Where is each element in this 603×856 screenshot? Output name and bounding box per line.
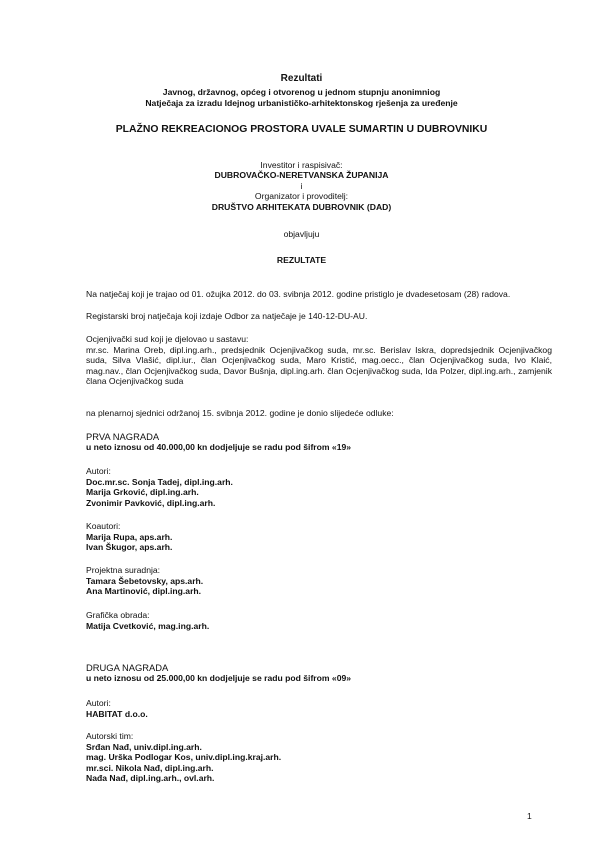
list-item: Srđan Nađ, univ.dipl.ing.arh. [86,742,202,752]
investor-name: DUBROVAČKO-NERETVANSKA ŽUPANIJA [214,170,389,180]
list-item: Ivan Škugor, aps.arh. [86,542,173,553]
first-graphic-label: Grafička obrada: [86,610,150,620]
header-line-2: Natječaja za izradu Idejnog urbanističko-arhitektonskog rješenja za uređenje [145,98,458,108]
first-coauthors-label: Koautori: [86,521,121,531]
second-authors-list [86,709,552,719]
list-item: mr.sci. Nikola Nađ, dipl.ing.arh. [86,762,214,773]
list-item: Marija Rupa, aps.arh. [86,532,173,542]
list-item: Marija Grković, dipl.ing.arh. [86,487,199,498]
first-authors-label: Autori: [86,466,111,476]
conjunction: i [300,181,303,191]
list-item: Nađa Nađ, dipl.ing.arh., ovl.arh. [86,772,215,783]
list-item: Ana Martinović, dipl.ing.arh. [86,586,202,597]
list-item: Doc.mr.sc. Sonja Tadej, dipl.ing.arh. [86,477,233,487]
jury-members: mr.sc. Marina Oreb, dipl.ing.arh., predsjednik Ocjenjivačkog suda, mr.sc. Berislav Iskra, dopredsjednik Ocjenjivačkog suda, Silva Vlašić, dipl.iur., član Ocjenjivačkog suda, Maro Kristić, mag.oecc., član Ocjenjivačkog suda, Ivo Klaić, mag.nav., član Ocjenjivačkog suda, Davor Bušnja, dipl.ing.arh. član Ocjenjivačkog suda, Ida Polzer, dipl.ing.arh., zamjenik člana Ocjenjivačkog suda [86,345,552,386]
intro-paragraph-1: Na natječaj koji je trajao od 01. ožujka 2012. do 03. svibnja 2012. godine pristiglo je dvadesetosam (28) radova. [86,289,511,299]
second-prize-desc: u neto iznosu od 25.000,00 kn dodjeljuje se radu pod šifrom «09» [86,673,352,683]
jury-label: Ocjenjivački sud koji je djelovao u sastavu: [86,334,249,344]
list-item: Zvonimir Pavković, dipl.ing.arh. [86,497,216,508]
header-line-1: Javnog, državnog, općeg i otvorenog u jednom stupnju anonimniog [162,87,441,97]
page-number: 1 [527,811,532,821]
competition-subject: PLAŽNO REKREACIONOG PROSTORA UVALE SUMARTIN U DUBROVNIKU [115,124,488,135]
list-item: HABITAT d.o.o. [86,709,148,719]
investor-label: Investitor i raspisivač: [260,160,343,170]
list-item: mag. Urška Podlogar Kos, univ.dipl.ing.kraj.arh. [86,752,282,763]
decision-text: na plenarnoj sjednici održanoj 15. svibnja 2012. godine je donio slijedeće odluke: [86,408,394,418]
organizer-label: Organizator i provoditelj: [254,191,349,201]
first-authors-list [86,477,552,508]
first-graphic-list [86,621,552,631]
first-coauthors-list [86,532,552,553]
list-item: Matija Cvetković, mag.ing.arh. [86,621,210,631]
first-collab-label: Projektna suradnja: [86,565,161,575]
first-prize-desc: u neto iznosu od 40.000,00 kn dodjeljuje se radu pod šifrom «19» [86,442,352,452]
second-prize-title: DRUGA NAGRADA [86,662,169,673]
organizer-name: DRUŠTVO ARHITEKATA DUBROVNIK (DAD) [211,202,392,212]
intro-paragraph-2: Registarski broj natječaja koji izdaje Odbor za natječaje je 140-12-DU-AU. [86,311,368,321]
second-authors-label: Autori: [86,698,111,708]
first-collab-list [86,576,552,597]
second-team-label: Autorski tim: [86,731,134,741]
results-heading: REZULTATE [276,255,327,265]
document-title: Rezultati [280,73,323,84]
list-item: Tamara Šebetovsky, aps.arh. [86,576,204,586]
first-prize-title: PRVA NAGRADA [86,431,160,442]
publish-verb: objavljuju [283,229,320,239]
second-team-list [86,742,552,783]
